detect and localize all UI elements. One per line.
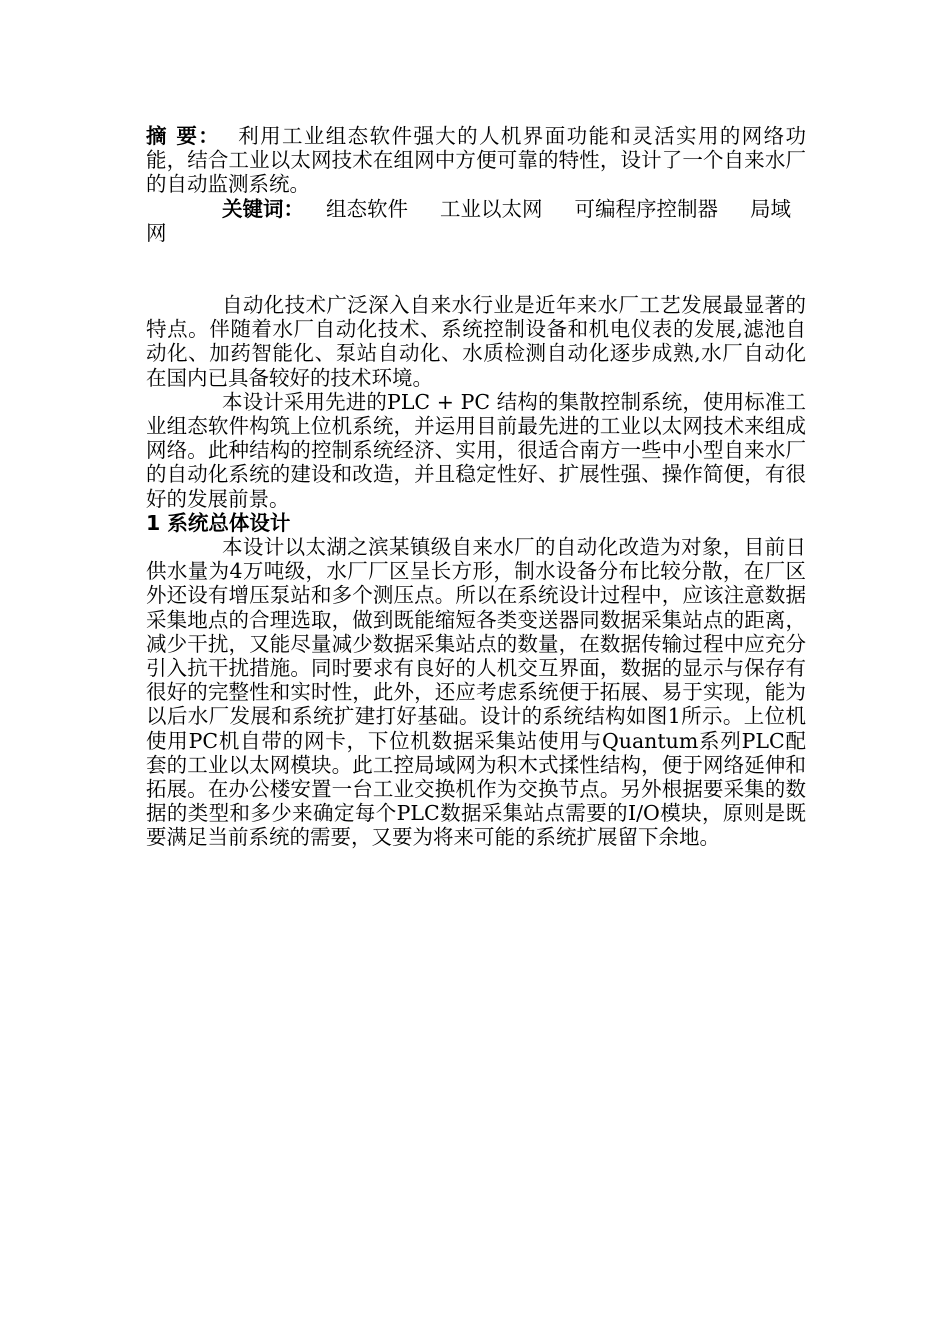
abstract-label: 摘 要：	[146, 124, 221, 148]
document-page	[146, 124, 806, 850]
keyword-item: 组态软件	[326, 196, 408, 221]
intro-paragraph: 本设计采用先进的PLC + PC 结构的集散控制系统，使用标准工业组态软件构筑上位机系统，并运用目前最先进的工业以太网技术来组成网络。此种结构的控制系统经济、实用，很适合南方一些中小型自来水厂的自动化系统的建设和改造，并且稳定性好、扩展性强、操作简便，有很好的发展前景。	[146, 389, 806, 511]
intro-paragraph: 自动化技术广泛深入自来水行业是近年来水厂工艺发展最显著的特点。伴随着水厂自动化技术、系统控制设备和机电仪表的发展,滤池自动化、加药智能化、泵站自动化、水质检测自动化逐步成熟,水厂自动化在国内已具备较好的技术环境。	[146, 293, 806, 390]
keyword-item: 工业以太网	[440, 196, 543, 221]
keyword-item: 可编程序控制器	[574, 196, 718, 221]
keyword-item: 局域网	[146, 196, 791, 245]
abstract-text: 利用工业组态软件强大的人机界面功能和灵活实用的网络功能，结合工业以太网技术在组网中方便可靠的特性，设计了一个自来水厂的自动监测系统。	[146, 124, 807, 197]
section-paragraph: 本设计以太湖之滨某镇级自来水厂的自动化改造为对象，目前日供水量为4万吨级，水厂厂区呈长方形，制水设备分布比较分散，在厂区外还设有增压泵站和多个测压点。所以在系统设计过程中，应该注意数据采集地点的合理选取，做到既能缩短各类变送器同数据采集站点的距离，减少干扰，又能尽量减少数据采集站点的数量，在数据传输过程中应充分引入抗干扰措施。同时要求有良好的人机交互界面，数据的显示与保存有很好的完整性和实时性，此外，还应考虑系统便于拓展、易于实现，能为以后水厂发展和系统扩建打好基础。设计的系统结构如图1所示。上位机使用PC机自带的网卡，下位机数据采集站使用与Quantum系列PLC配套的工业以太网模块。此工控局域网为积木式揉性结构，便于网络延伸和拓展。在办公楼安置一台工业交换机作为交换节点。另外根据要采集的数据的类型和多少来确定每个PLC数据采集站点需要的I/O模块，原则是既要满足当前系统的需要，又要为将来可能的系统扩展留下余地。	[146, 535, 806, 850]
section-heading: 1 系统总体设计	[146, 510, 291, 535]
body-text	[146, 293, 806, 850]
abstract	[146, 124, 806, 197]
keywords-label: 关键词：	[222, 196, 304, 221]
keywords	[146, 197, 806, 245]
